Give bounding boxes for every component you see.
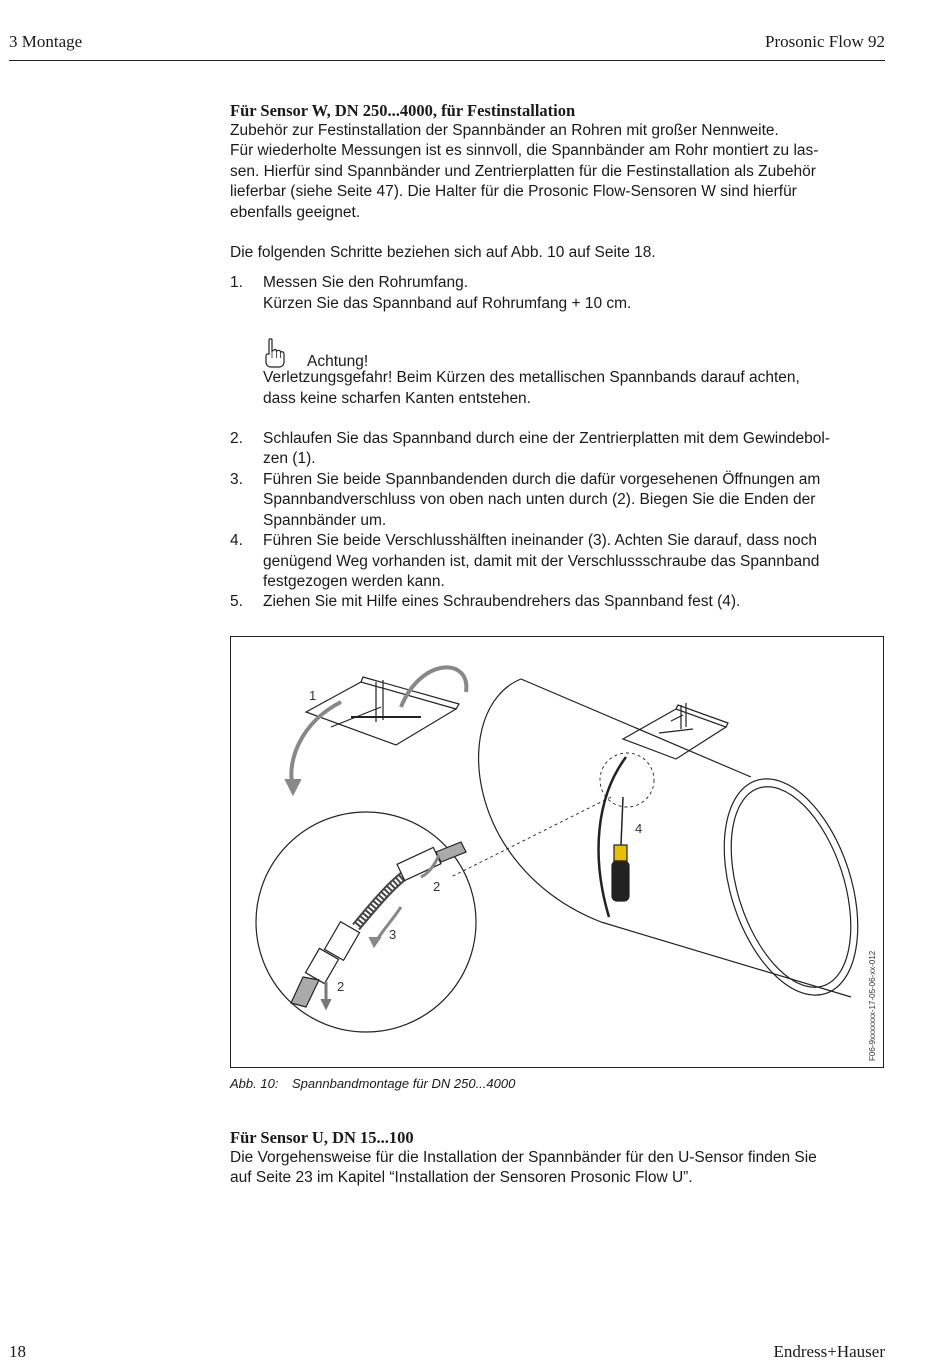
section-sensor-u <box>230 1127 890 1189</box>
step-line: Kürzen Sie das Spannband auf Rohrumfang + 10 cm. <box>263 294 632 312</box>
product-name: Prosonic Flow 92 <box>765 32 885 51</box>
step-number: 4. <box>230 532 243 550</box>
label-2b: 2 <box>337 979 345 994</box>
label-4: 4 <box>635 821 643 836</box>
label-2a: 2 <box>433 879 441 894</box>
page-header <box>9 30 885 61</box>
step-line: Ziehen Sie mit Hilfe eines Schraubendrehers das Spannband fest (4). <box>263 593 741 611</box>
section-sensor-w <box>230 100 890 613</box>
step-3 <box>230 470 890 531</box>
step-line: zen (1). <box>263 450 316 468</box>
screwdriver <box>612 797 629 901</box>
step-number: 1. <box>230 274 243 292</box>
label-3: 3 <box>389 927 397 942</box>
paragraph-line: ebenfalls geeignet. <box>230 203 361 221</box>
step-line: Messen Sie den Rohrumfang. <box>263 274 469 292</box>
step-line: Führen Sie beide Verschlusshälften ineinander (3). Achten Sie darauf, dass noch <box>263 532 818 550</box>
step-line: Spannbänder um. <box>263 511 387 529</box>
step-5 <box>230 592 890 612</box>
arrow-arc-right <box>401 667 466 707</box>
paragraph-line: Die Vorgehensweise für die Installation der Spannbänder für den U-Sensor finden Sie <box>230 1149 817 1166</box>
step-number: 3. <box>230 470 243 488</box>
chapter-title: 3 Montage <box>9 32 83 51</box>
caution-line: dass keine scharfen Kanten entstehen. <box>263 389 531 407</box>
pointing-hand-icon <box>263 338 285 368</box>
label-1: 1 <box>309 688 317 703</box>
caption-number: Abb. 10: <box>230 1076 279 1091</box>
caution-note <box>230 338 890 409</box>
figure-code: F06-9xxxxxxx-17-05-06-xx-012 <box>868 950 877 1061</box>
step-4 <box>230 531 890 592</box>
step-number: 5. <box>230 593 243 611</box>
pipe-end <box>699 762 882 1012</box>
step-1 <box>230 273 890 314</box>
steps-list <box>230 429 890 613</box>
step-number: 2. <box>230 430 243 448</box>
paragraph-line: lieferbar (siehe Seite 47). Die Halter für die Prosonic Flow-Sensoren W sind hierfür <box>230 183 797 201</box>
step-line: Führen Sie beide Spannbandenden durch die dafür vorgesehenen Öffnungen am <box>263 470 821 488</box>
brand-name: Endress+Hauser <box>773 1342 885 1361</box>
detail-circle-small <box>600 753 654 807</box>
page-number: 18 <box>9 1342 26 1361</box>
step-2 <box>230 429 890 470</box>
caption-text: Spannbandmontage für DN 250...4000 <box>292 1076 516 1091</box>
figure-clamp-mounting <box>230 636 884 1068</box>
step-line: Schlaufen Sie das Spannband durch eine der Zentrierplatten mit dem Gewindebol- <box>263 430 830 448</box>
arrow-arc-left <box>291 702 341 787</box>
pipe-outline <box>521 679 751 777</box>
step-line: Spannbandverschluss von oben nach unten durch (2). Biegen Sie die Enden der <box>263 491 816 509</box>
caution-line: Verletzungsgefahr! Beim Kürzen des metallischen Spannbands darauf achten, <box>263 369 800 387</box>
step-line: genügend Weg vorhanden ist, damit mit der Verschlussschraube das Spannband <box>263 552 820 570</box>
step-line: festgezogen werden kann. <box>263 572 445 590</box>
section-heading: Für Sensor W, DN 250...4000, für Festinstallation <box>230 101 576 120</box>
section-heading: Für Sensor U, DN 15...100 <box>230 1128 414 1147</box>
clamp-illustration <box>231 637 885 1069</box>
paragraph-line: sen. Hierfür sind Spannbänder und Zentrierplatten für die Festinstallation als Zubehör <box>230 162 816 180</box>
paragraph-line: Für wiederholte Messungen ist es sinnvoll, die Spannbänder am Rohr montiert zu las- <box>230 142 819 160</box>
centering-plate-pipe <box>623 703 728 759</box>
pipe-back-edge <box>479 679 601 922</box>
paragraph-line: Zubehör zur Festinstallation der Spannbänder an Rohren mit großer Nennweite. <box>230 122 779 139</box>
intro-text: Die folgenden Schritte beziehen sich auf Abb. 10 auf Seite 18. <box>230 244 656 262</box>
strap-detail <box>291 842 466 1009</box>
figure-caption <box>230 1076 515 1091</box>
paragraph-line: auf Seite 23 im Kapitel “Installation der Sensoren Prosonic Flow U”. <box>230 1169 693 1187</box>
caution-title: Achtung! <box>307 353 369 371</box>
